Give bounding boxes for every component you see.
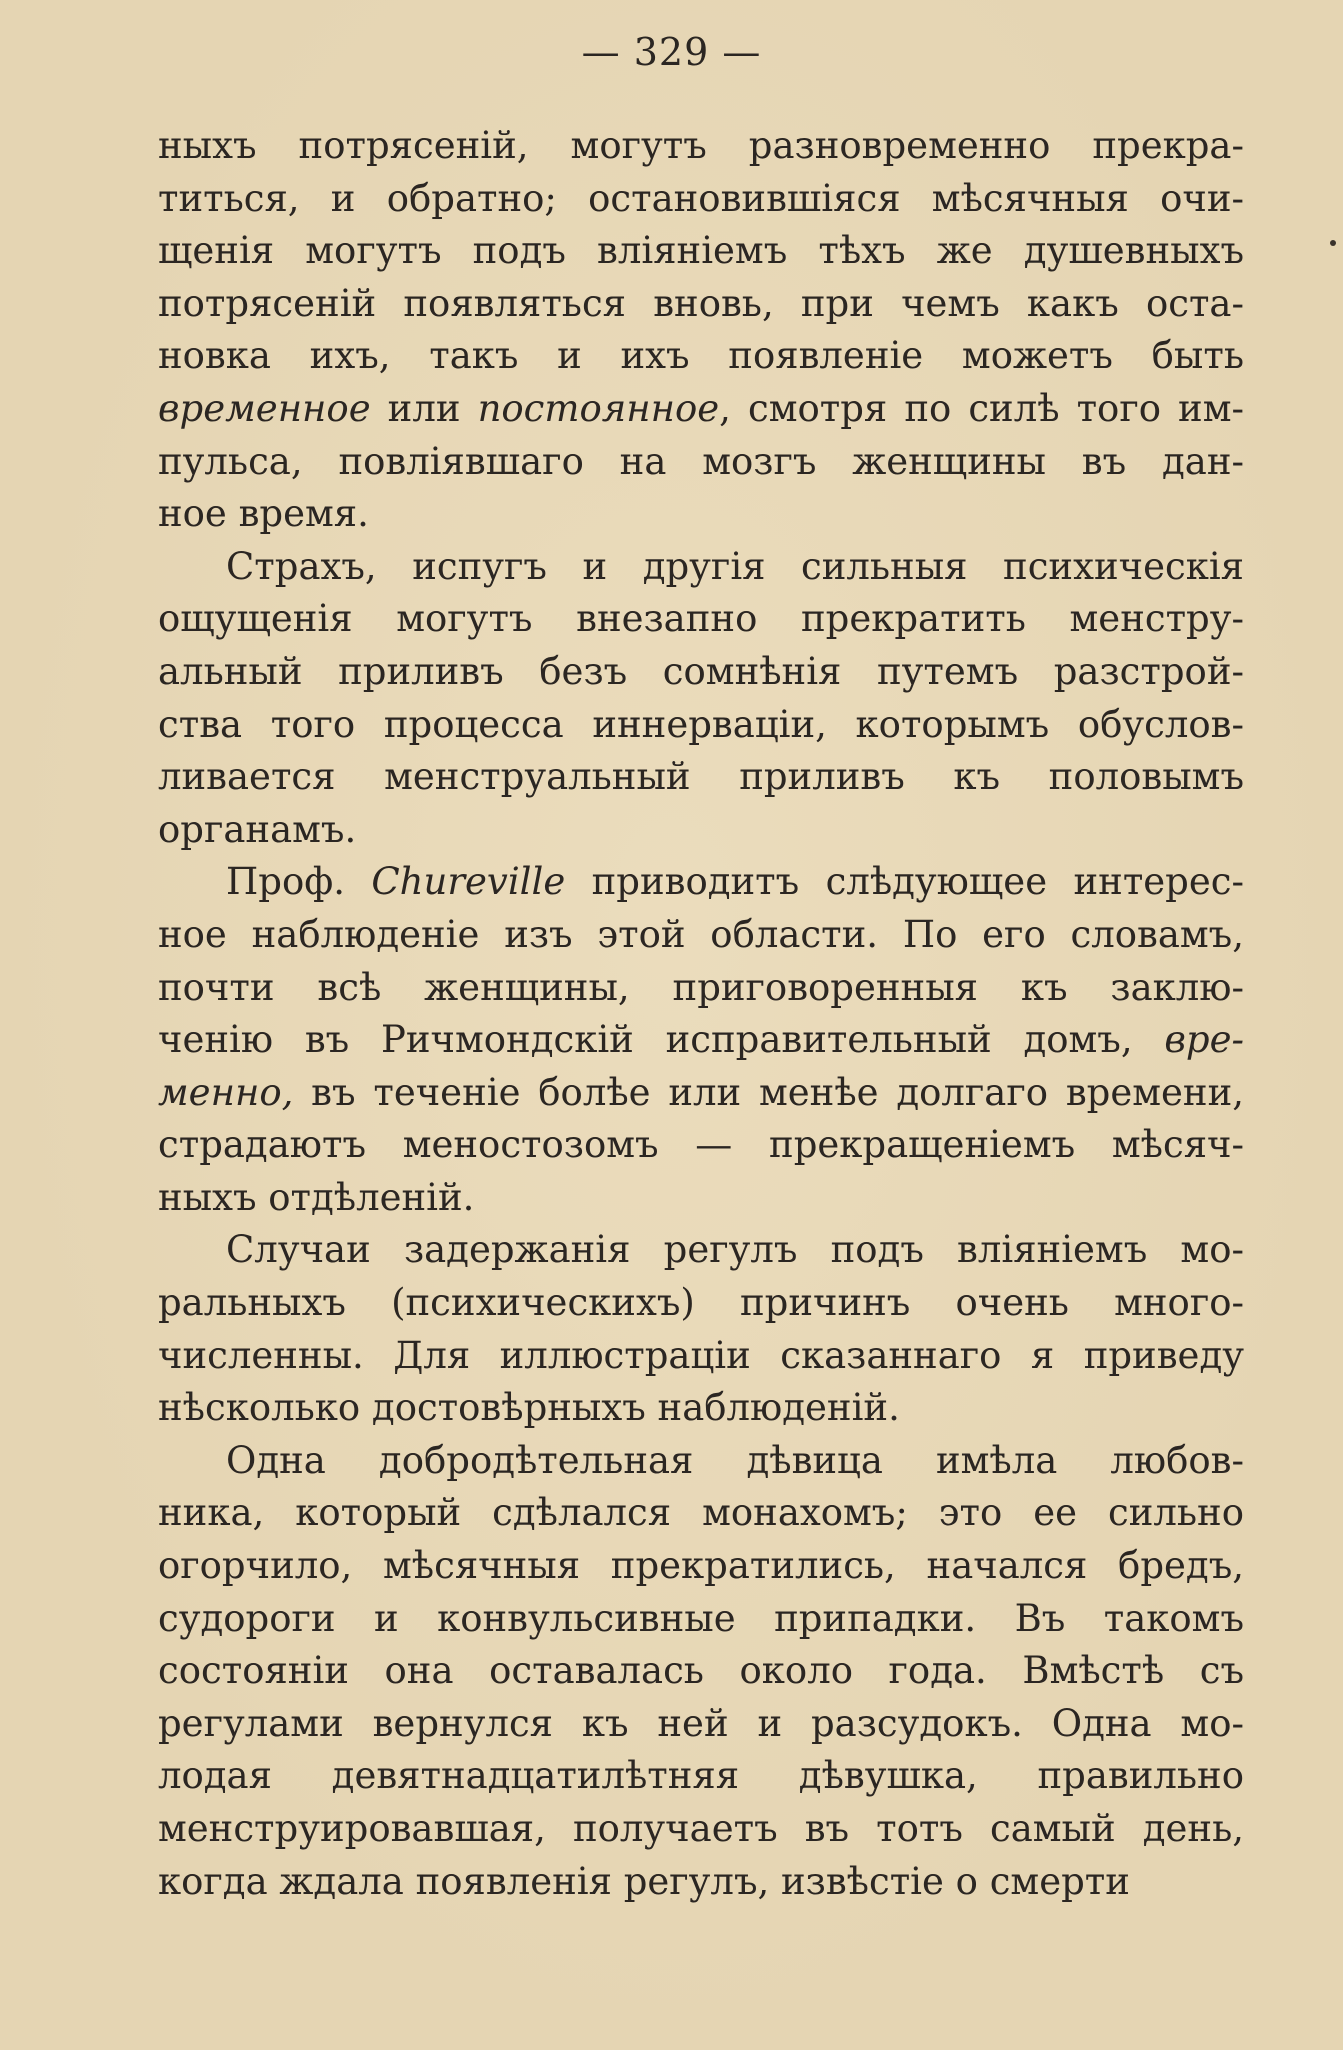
text-run: альный приливъ безъ сомнѣнія путемъ разстрой-: [158, 649, 1244, 693]
text-line: [158, 1330, 1244, 1383]
text-line: [158, 1067, 1244, 1120]
text-run: , смотря по силѣ того им-: [719, 386, 1244, 430]
paragraph: [158, 856, 1244, 1224]
text-line: [158, 962, 1244, 1015]
text-line: [158, 173, 1244, 226]
text-line: [158, 1487, 1244, 1540]
text-line: [158, 1014, 1244, 1067]
print-speck: [1330, 240, 1336, 246]
text-run: ное время.: [158, 492, 369, 536]
italic-text: менно,: [158, 1070, 294, 1114]
text-run: щенія могутъ подъ вліяніемъ тѣхъ же душевныхъ: [158, 229, 1244, 273]
text-run: когда ждала появленія регулъ, извѣстіе о смерти: [158, 1859, 1130, 1903]
paragraph: [158, 541, 1244, 857]
text-run: пульса, повліявшаго на мозгъ женщины въ дан-: [158, 439, 1244, 483]
text-run: ства того процесса иннерваціи, которымъ обуслов-: [158, 702, 1244, 746]
text-line: [158, 1435, 1244, 1488]
text-run: почти всѣ женщины, приговоренныя къ заклю-: [158, 965, 1244, 1009]
text-run: ныхъ отдѣленій.: [158, 1175, 475, 1219]
italic-text: постоянное: [477, 386, 720, 430]
text-run: потрясеній появляться вновь, при чемъ какъ оста-: [158, 281, 1244, 325]
italic-text: Chureville: [371, 860, 566, 904]
text-line: [158, 1750, 1244, 1803]
italic-text: вре-: [1164, 1018, 1244, 1062]
text-line: [158, 1119, 1244, 1172]
text-line: [158, 751, 1244, 804]
text-line: [158, 909, 1244, 962]
text-line: [158, 278, 1244, 331]
text-line: [158, 1172, 1244, 1225]
text-line: [158, 330, 1244, 383]
text-run: Проф.: [226, 860, 372, 904]
text-line: [158, 488, 1244, 541]
text-line: [158, 1224, 1244, 1277]
text-run: Случаи задержанія регулъ подъ вліяніемъ мо-: [226, 1228, 1244, 1272]
text-line: [158, 1698, 1244, 1751]
text-line: [158, 1540, 1244, 1593]
text-line: [158, 383, 1244, 436]
text-line: [158, 1856, 1244, 1909]
page-number: — 329 —: [581, 30, 762, 74]
text-run: титься, и обратно; остановившіяся мѣсячныя очи-: [158, 176, 1244, 220]
text-run: ральныхъ (психическихъ) причинъ очень много-: [158, 1281, 1244, 1325]
text-line: [158, 1803, 1244, 1856]
text-run: новка ихъ, такъ и ихъ появленіе можетъ быть: [158, 334, 1244, 378]
text-run: состояніи она оставалась около года. Вмѣстѣ съ: [158, 1649, 1244, 1693]
text-run: въ теченіе болѣе или менѣе долгаго времени,: [293, 1070, 1244, 1114]
text-line: [158, 1593, 1244, 1646]
text-run: страдаютъ меностозомъ — прекращеніемъ мѣсяч-: [158, 1123, 1244, 1167]
text-line: [158, 804, 1244, 857]
text-run: ощущенія могутъ внезапно прекратить менстру-: [158, 597, 1244, 641]
text-run: судороги и конвульсивные припадки. Въ такомъ: [158, 1596, 1244, 1640]
text-run: Одна добродѣтельная дѣвица имѣла любов-: [226, 1438, 1244, 1482]
paragraph: [158, 1435, 1244, 1908]
text-run: приводитъ слѣдующее интерес-: [565, 860, 1244, 904]
text-run: ливается менструальный приливъ къ половымъ: [158, 755, 1244, 799]
text-run: численны. Для иллюстраціи сказаннаго я приведу: [158, 1333, 1244, 1377]
body-text: [158, 120, 1244, 1908]
text-line: [158, 1277, 1244, 1330]
text-line: [158, 225, 1244, 278]
text-line: [158, 1645, 1244, 1698]
text-run: нѣсколько достовѣрныхъ наблюденій.: [158, 1386, 900, 1430]
text-run: ное наблюденіе изъ этой области. По его словамъ,: [158, 912, 1244, 956]
text-line: [158, 541, 1244, 594]
text-run: Страхъ, испугъ и другія сильныя психическія: [226, 544, 1244, 588]
text-line: [158, 436, 1244, 489]
text-run: органамъ.: [158, 807, 357, 851]
text-run: менструировавшая, получаетъ въ тотъ самый день,: [158, 1807, 1244, 1850]
text-line: [158, 120, 1244, 173]
text-run: ныхъ потрясеній, могутъ разновременно прекра-: [158, 124, 1244, 167]
text-run: ченію въ Ричмондскій исправительный домъ,: [158, 1018, 1165, 1062]
text-line: [158, 646, 1244, 699]
text-line: [158, 856, 1244, 909]
paragraph: [158, 1224, 1244, 1434]
text-run: огорчило, мѣсячныя прекратились, начался бредъ,: [158, 1544, 1244, 1588]
text-run: ника, который сдѣлался монахомъ; это ее сильно: [158, 1491, 1244, 1535]
text-run: лодая девятнадцатилѣтняя дѣвушка, правильно: [158, 1754, 1244, 1798]
text-line: [158, 593, 1244, 646]
text-line: [158, 1382, 1244, 1435]
italic-text: временное: [158, 386, 371, 430]
text-run: или: [370, 386, 478, 430]
text-run: регулами вернулся къ ней и разсудокъ. Одна мо-: [158, 1701, 1244, 1745]
text-line: [158, 699, 1244, 752]
paragraph: [158, 120, 1244, 541]
